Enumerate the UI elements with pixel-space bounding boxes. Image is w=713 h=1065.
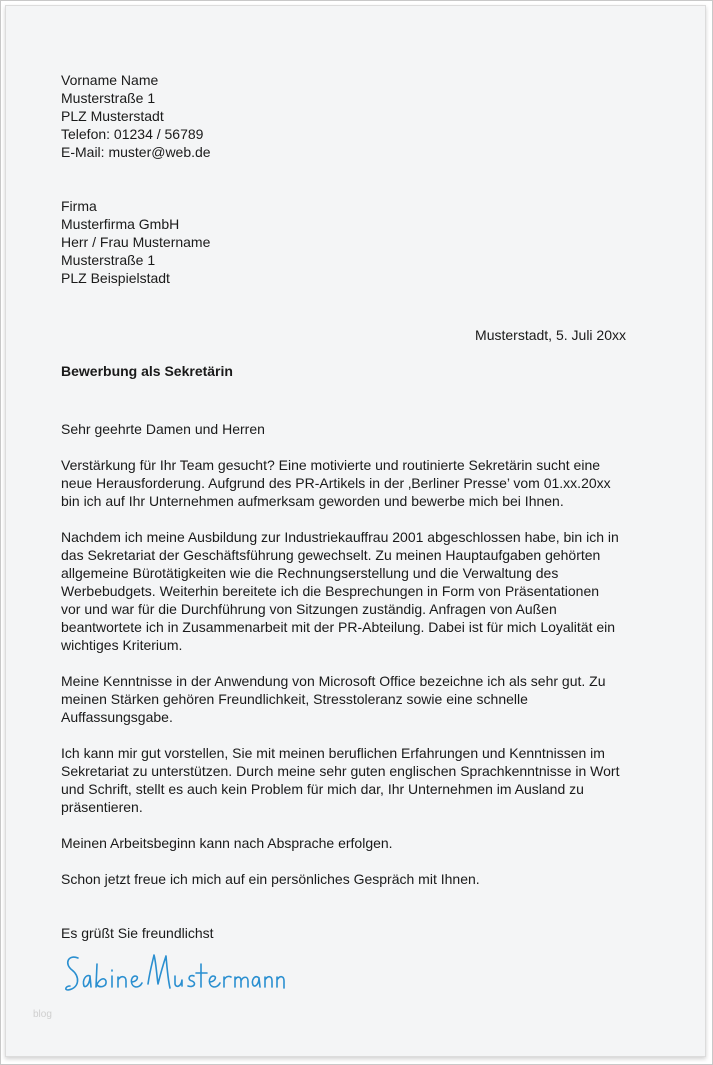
text-line: wichtiges Kriterium.: [61, 637, 183, 653]
text-line: das Sekretariat der Geschäftsführung gewechselt. Zu meinen Hauptaufgaben gehörten: [61, 547, 601, 563]
sender-line: Telefon: 01234 / 56789: [61, 126, 204, 142]
text-line: allgemeine Bürotätigkeiten wie die Rechnungserstellung und die Verwaltung des: [61, 565, 559, 581]
text-line: vor und war für die Durchführung von Sitzungen zuständig. Anfragen von Außen: [61, 601, 557, 617]
sender-line: PLZ Musterstadt: [61, 108, 164, 124]
sender-line: E-Mail: muster@web.de: [61, 144, 211, 160]
paragraph-2: [61, 528, 619, 654]
text-line: meinen Stärken gehören Freundlichkeit, Stresstoleranz sowie eine schnelle: [61, 691, 528, 707]
text-line: bin ich auf Ihr Unternehmen aufmerksam geworden und bewerbe mich bei Ihnen.: [61, 493, 564, 509]
letter-subject: Bewerbung als Sekretärin: [61, 363, 233, 379]
text-line: Schon jetzt freue ich mich auf ein persönliches Gespräch mit Ihnen.: [61, 871, 480, 887]
watermark-text: blog: [33, 1009, 52, 1020]
text-line: Werbebudgets. Weiterhin bereitete ich die Besprechungen in Form von Präsentationen: [61, 583, 600, 599]
text-line: Ich kann mir gut vorstellen, Sie mit meinen beruflichen Erfahrungen und Kenntnissen im: [61, 745, 605, 761]
text-line: präsentieren.: [61, 799, 143, 815]
paragraph-1: [61, 456, 611, 510]
paragraph-3: [61, 672, 606, 726]
recipient-line: Musterfirma GmbH: [61, 216, 180, 232]
text-line: Verstärkung für Ihr Team gesucht? Eine motivierte und routinierte Sekretärin sucht eine: [61, 457, 601, 473]
text-line: beantwortete ich in Zusammenarbeit mit der PR-Abteilung. Dabei ist für mich Loyalität ein: [61, 619, 616, 635]
recipient-address: [61, 197, 210, 287]
paragraph-4: [61, 744, 619, 816]
recipient-line: PLZ Beispielstadt: [61, 270, 170, 286]
text-line: neue Herausforderung. Aufgrund des PR-Artikels in der ‚Berliner Presse’ vom 01.xx.20xx: [61, 475, 611, 491]
recipient-line: Musterstraße 1: [61, 252, 156, 268]
closing: Es grüßt Sie freundlichst: [61, 925, 214, 941]
text-line: Meine Kenntnisse in der Anwendung von Microsoft Office bezeichne ich als sehr gut. Zu: [61, 673, 606, 689]
paragraph-6: [61, 870, 480, 888]
recipient-line: Firma: [61, 198, 97, 214]
handwritten-signature: [60, 950, 290, 1002]
sender-line: Musterstraße 1: [61, 90, 156, 106]
text-line: Sekretariat zu unterstützen. Durch meine sehr guten englischen Sprachkenntnisse in Wort: [61, 763, 620, 779]
text-line: Auffassungsgabe.: [61, 709, 173, 725]
sender-line: Vorname Name: [61, 72, 159, 88]
text-line: und Schrift, stellt es auch kein Problem für mich dar, Ihr Unternehmen im Ausland zu: [61, 781, 584, 797]
sender-address: [61, 71, 211, 161]
letter-date: Musterstadt, 5. Juli 20xx: [475, 327, 626, 343]
recipient-line: Herr / Frau Mustername: [61, 234, 211, 250]
text-line: Nachdem ich meine Ausbildung zur Industriekauffrau 2001 abgeschlossen habe, bin ich in: [61, 529, 619, 545]
salutation: Sehr geehrte Damen und Herren: [61, 421, 265, 437]
paragraph-5: [61, 834, 393, 852]
text-line: Meinen Arbeitsbeginn kann nach Absprache erfolgen.: [61, 835, 393, 851]
